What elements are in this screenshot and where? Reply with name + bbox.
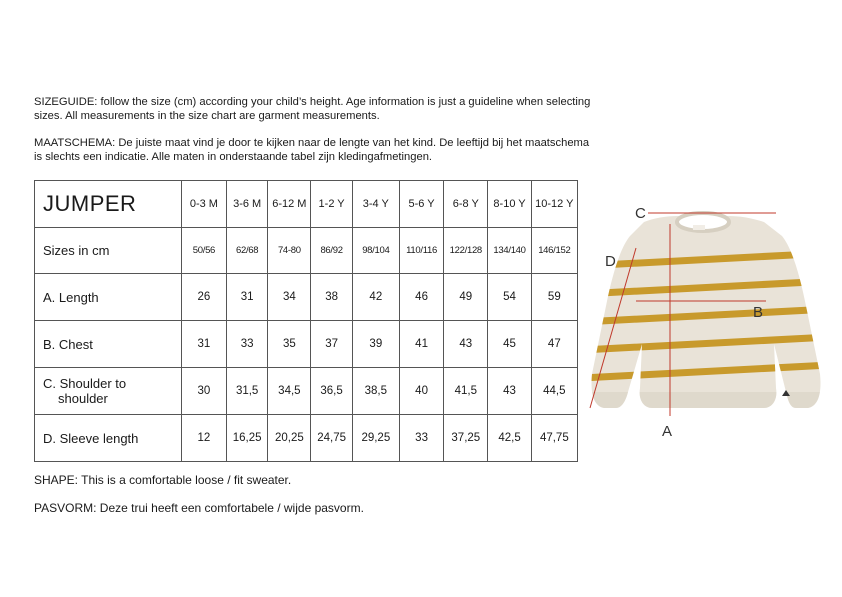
table-row-sleeve bbox=[35, 415, 578, 462]
table-row-chest bbox=[35, 321, 578, 368]
table-row-length bbox=[35, 274, 578, 321]
column-header: 5-6 Y bbox=[399, 181, 443, 228]
table-cell: 41,5 bbox=[444, 368, 488, 415]
table-cell: 29,25 bbox=[352, 415, 399, 462]
column-header: 1-2 Y bbox=[311, 181, 352, 228]
table-cell: 47,75 bbox=[531, 415, 577, 462]
table-cell: 54 bbox=[488, 274, 531, 321]
row-label-line: shoulder bbox=[58, 391, 108, 406]
sweater-tag bbox=[693, 225, 705, 230]
row-label: Sizes in cm bbox=[35, 228, 182, 274]
table-cell: 26 bbox=[181, 274, 226, 321]
table-cell: 12 bbox=[181, 415, 226, 462]
table-cell: 42,5 bbox=[488, 415, 531, 462]
sizeguide-text: SIZEGUIDE: follow the size (cm) according your child’s height. Age information is just a guideline when selecting sizes. All measurements in the size chart are garment measurements. bbox=[34, 96, 591, 122]
pasvorm-text: PASVORM: Deze trui heeft een comfortabele / wijde pasvorm. bbox=[34, 501, 364, 515]
row-label bbox=[35, 368, 182, 415]
table-cell: 20,25 bbox=[268, 415, 311, 462]
table-row-shoulder bbox=[35, 368, 578, 415]
sweater-hem bbox=[586, 392, 826, 412]
table-cell: 37 bbox=[311, 321, 352, 368]
table-cell: 33 bbox=[399, 415, 443, 462]
table-cell: 34 bbox=[268, 274, 311, 321]
table-cell: 38,5 bbox=[352, 368, 399, 415]
table-cell: 50/56 bbox=[181, 228, 226, 274]
table-cell: 44,5 bbox=[531, 368, 577, 415]
table-cell: 42 bbox=[352, 274, 399, 321]
table-cell: 49 bbox=[444, 274, 488, 321]
table-cell: 31 bbox=[227, 274, 268, 321]
table-cell: 110/116 bbox=[399, 228, 443, 274]
jumper-measurement-illustration bbox=[586, 196, 826, 446]
table-cell: 16,25 bbox=[227, 415, 268, 462]
table-cell: 74-80 bbox=[268, 228, 311, 274]
row-label: A. Length bbox=[35, 274, 182, 321]
table-cell: 45 bbox=[488, 321, 531, 368]
table-cell: 34,5 bbox=[268, 368, 311, 415]
column-header: 3-6 M bbox=[227, 181, 268, 228]
table-cell: 134/140 bbox=[488, 228, 531, 274]
column-header: 10-12 Y bbox=[531, 181, 577, 228]
label-c: C bbox=[635, 205, 646, 222]
column-header: 3-4 Y bbox=[352, 181, 399, 228]
shape-text: SHAPE: This is a comfortable loose / fit sweater. bbox=[34, 473, 292, 487]
table-cell: 62/68 bbox=[227, 228, 268, 274]
table-cell: 31,5 bbox=[227, 368, 268, 415]
table-cell: 86/92 bbox=[311, 228, 352, 274]
column-header: 0-3 M bbox=[181, 181, 226, 228]
table-cell: 41 bbox=[399, 321, 443, 368]
table-cell: 98/104 bbox=[352, 228, 399, 274]
label-b: B bbox=[753, 304, 764, 321]
table-cell: 33 bbox=[227, 321, 268, 368]
table-cell: 35 bbox=[268, 321, 311, 368]
label-d: D bbox=[605, 253, 616, 270]
table-cell: 46 bbox=[399, 274, 443, 321]
row-label: B. Chest bbox=[35, 321, 182, 368]
table-cell: 43 bbox=[488, 368, 531, 415]
table-cell: 43 bbox=[444, 321, 488, 368]
table-row-sizes bbox=[35, 228, 578, 274]
size-chart-table bbox=[34, 180, 578, 462]
sweater-shape bbox=[586, 196, 826, 446]
table-cell: 30 bbox=[181, 368, 226, 415]
table-title: JUMPER bbox=[35, 181, 182, 228]
column-header: 6-12 M bbox=[268, 181, 311, 228]
table-cell: 40 bbox=[399, 368, 443, 415]
maatschema-text: MAATSCHEMA: De juiste maat vind je door te kijken naar de lengte van het kind. De leeftijd bij het maatschema is slechts een indicatie. Alle maten in onderstaande tabel zijn kledingafmetingen. bbox=[34, 137, 590, 163]
table-cell: 39 bbox=[352, 321, 399, 368]
table-cell: 38 bbox=[311, 274, 352, 321]
table-cell: 36,5 bbox=[311, 368, 352, 415]
table-cell: 31 bbox=[181, 321, 226, 368]
column-header: 8-10 Y bbox=[488, 181, 531, 228]
table-cell: 24,75 bbox=[311, 415, 352, 462]
row-label-line: C. Shoulder to bbox=[43, 376, 127, 391]
table-cell: 146/152 bbox=[531, 228, 577, 274]
table-cell: 122/128 bbox=[444, 228, 488, 274]
table-header-row bbox=[35, 181, 578, 228]
table-cell: 37,25 bbox=[444, 415, 488, 462]
table-cell: 59 bbox=[531, 274, 577, 321]
table-cell: 47 bbox=[531, 321, 577, 368]
row-label: D. Sleeve length bbox=[35, 415, 182, 462]
column-header: 6-8 Y bbox=[444, 181, 488, 228]
label-a: A bbox=[662, 423, 673, 440]
